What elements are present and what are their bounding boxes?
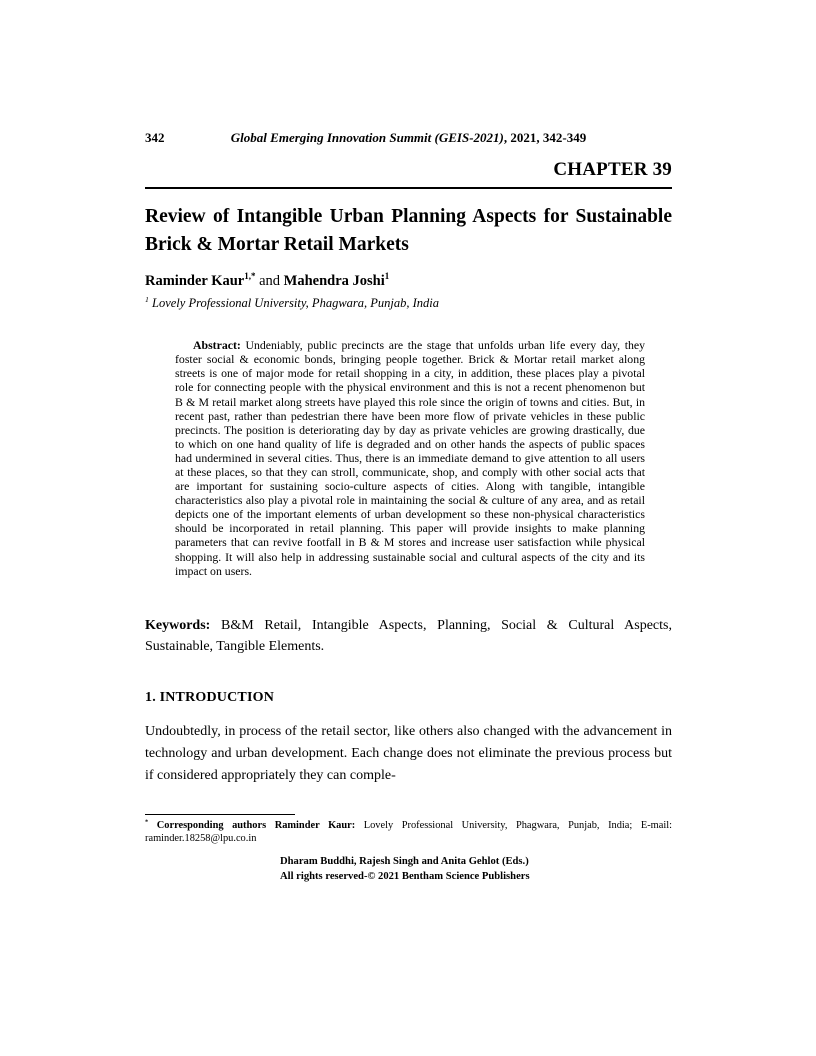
journal-citation-pages: , 2021, 342-349 <box>503 130 587 145</box>
abstract-text: Undeniably, public precincts are the stage that unfolds urban life every day, they foster social & economic bonds, bringing people together. Brick & Mortar retail market along streets is one of major mode for retail shopping in a city, in addition, these places play a pivotal role for connecting people with the physical environment and this is not a recent phenomenon but B & M retail market along streets have played this role since the origin of towns and cities. But, in recent past, rather than pedestrian there have been more flow of private vehicles in these public precincts. The position is deteriorating day by day as private vehicles are growing drastically, due to which on one hand quality of life is degraded and on other hands the aspects of public spaces had undermined in several cities. Thus, there is an immediate demand to give attention to all users at these places, so that they can stroll, communicate, shop, and comply with other social acts that are important for sustaining socio-culture aspects of cities. Along with tangible, intangible characteristics also play a pivotal role in maintaining the social & culture of any area, and as retail depicts one of the important elements of urban development so these non-physical characteristics should be incorporated in retail planning. This paper will provide insights to make planning parameters that can revive footfall in B & M stores and increase user satisfaction while physical shopping. It will also help in addressing sustainable social and cultural aspects of the city and its impact on users. <box>175 338 645 578</box>
keywords-label: Keywords: <box>145 617 211 633</box>
introduction-paragraph: Undoubtedly, in process of the retail sector, like others also changed with the advancement in technology and urban development. Each change does not eliminate the previous process but if considered appropriately they can comple- <box>145 723 672 783</box>
footnote-rule <box>145 814 295 815</box>
publisher-footer <box>280 854 672 884</box>
header-rule <box>145 187 672 189</box>
author-1-affiliation-marker: 1,* <box>244 271 256 282</box>
keywords-text: B&M Retail, Intangible Aspects, Planning, Social & Cultural Aspects, Sustainable, Tangible Elements. <box>145 617 672 654</box>
author-2-affiliation-marker: 1 <box>384 271 390 282</box>
footnote-label: Corresponding authors Raminder Kaur: <box>148 819 356 831</box>
section-heading-introduction: 1. INTRODUCTION <box>145 689 275 705</box>
copyright-line: All rights reserved-© 2021 Bentham Science Publishers <box>280 870 530 882</box>
footnote-marker: * <box>145 818 149 826</box>
keywords-block <box>145 615 672 657</box>
corresponding-author-footnote <box>145 819 672 845</box>
article-title: Review of Intangible Urban Planning Aspects for Sustainable Brick & Mortar Retail Markets <box>145 206 672 255</box>
chapter-label: CHAPTER 39 <box>553 159 672 180</box>
affiliation-marker: 1 <box>145 294 149 304</box>
author-name-2: Mahendra Joshi <box>283 273 385 289</box>
authors-separator: and <box>255 273 284 289</box>
affiliation-line <box>145 296 672 311</box>
editors-line: Dharam Buddhi, Rajesh Singh and Anita Gehlot (Eds.) <box>280 855 529 867</box>
page-number: 342 <box>145 130 165 145</box>
running-head <box>145 130 672 146</box>
journal-title: Global Emerging Innovation Summit (GEIS-2021) <box>230 130 504 145</box>
author-name-1: Raminder Kaur <box>145 273 245 289</box>
authors-line <box>145 272 672 290</box>
footnote-text: Lovely Professional University, Phagwara, Punjab, India; E-mail: raminder.18258@lpu.co.in <box>145 819 673 844</box>
affiliation-text: Lovely Professional University, Phagwara, Punjab, India <box>148 296 440 311</box>
abstract-label: Abstract: <box>193 338 241 353</box>
abstract-block <box>175 338 645 578</box>
journal-citation <box>205 130 612 146</box>
